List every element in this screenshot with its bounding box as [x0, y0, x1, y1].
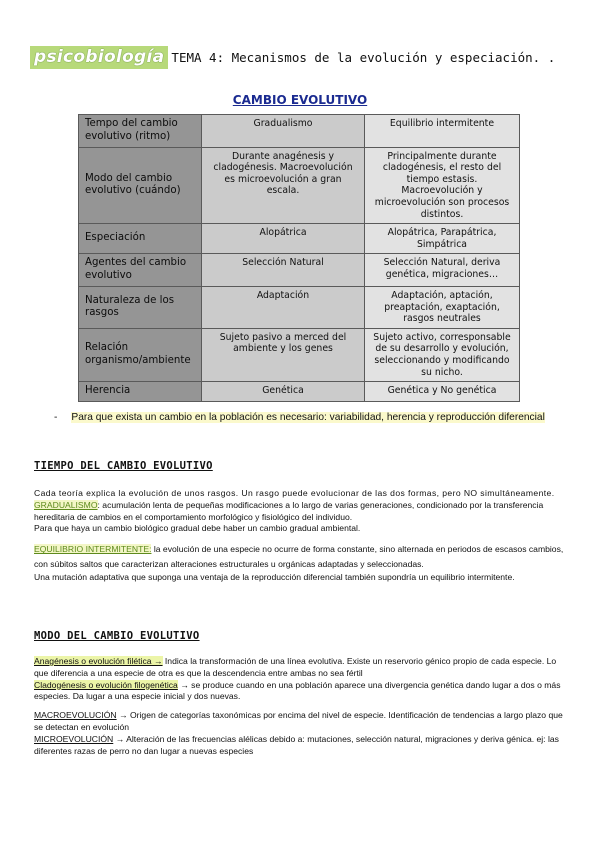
- equilibrio-cell: Equilibrio intermitente: [365, 115, 520, 148]
- gradualismo-term: GRADUALISMO: [34, 499, 98, 510]
- anagenesis-text: Indica la transformación de una línea evolutiva. Existe un reservorio génico propio de cada especie. Lo que diferencia a una especie de otra es que la descendencia entre ambas no sea fértil: [34, 656, 557, 678]
- page-title: TEMA 4: Mecanismos de la evolución y especiación. .: [171, 50, 556, 65]
- equilibrio-cell: Sujeto activo, corresponsable de su desarrollo y evolución, seleccionando y modificando su nicho.: [365, 328, 520, 381]
- equilibrio-paragraph: [34, 542, 572, 572]
- equilibrio-cell: Alopátrica, Parapátrica, Simpátrica: [365, 224, 520, 254]
- row-label: Relación organismo/ambiente: [79, 328, 202, 381]
- comparison-table-image: [78, 114, 520, 402]
- table-row: [79, 382, 520, 402]
- table-row: [79, 254, 520, 287]
- modo-section-body: [34, 656, 572, 757]
- gradualismo-cell: Gradualismo: [202, 115, 365, 148]
- macroevolucion-paragraph: [34, 710, 572, 734]
- gradualismo-cell: Sujeto pasivo a merced del ambiente y los genes: [202, 328, 365, 381]
- row-label: Naturaleza de los rasgos: [79, 286, 202, 328]
- cladogenesis-term: Cladogénesis o evolución filogenética: [34, 679, 178, 690]
- note-text: Para que exista un cambio en la población es necesario: variabilidad, herencia y reproducción diferencial: [71, 412, 545, 423]
- table-row: [79, 328, 520, 381]
- requirement-note: [54, 412, 545, 423]
- microevolucion-term: MICROEVOLUCIÓN: [34, 733, 114, 744]
- table-title: CAMBIO EVOLUTIVO: [232, 93, 368, 107]
- macroevolucion-text: → Origen de categorías taxonómicas por encima del nivel de especie. Identificación de tendencias a largo plazo que se detectan en evolución: [34, 710, 563, 732]
- document-header: [30, 46, 555, 69]
- gradualismo-paragraph: [34, 500, 572, 524]
- row-label: Tempo del cambio evolutivo (ritmo): [79, 115, 202, 148]
- equilibrio-text-2: Una mutación adaptativa que suponga una ventaja de la reproducción diferencial también supondría un equilibrio intermitente.: [34, 572, 515, 583]
- gradualismo-text: : acumulación lenta de pequeñas modificaciones a lo largo de varias generaciones, condicionado por la transferencia hereditaria de cambios en el comportamiento morfológico y fisiológico del individuo.: [34, 499, 544, 522]
- table-row: [79, 115, 520, 148]
- equilibrio-text: la evolución de una especie no ocurre de forma constante, sino alternada en periodos de escasos cambios, con súbitos saltos que caracterizan alteraciones estructurales u orgánicas adaptadas y seleccionadas.: [34, 544, 564, 570]
- gradualismo-cell: Selección Natural: [202, 254, 365, 287]
- tiempo-intro: Cada teoría explica la evolución de unos rasgos. Un rasgo puede evolucionar de las dos formas, pero NO simultáneamente.: [34, 488, 555, 498]
- table-row: [79, 286, 520, 328]
- macroevolucion-term: MACROEVOLUCIÓN: [34, 710, 117, 721]
- row-label: Herencia: [79, 382, 202, 402]
- table-row: [79, 224, 520, 254]
- gradualismo-text-2: Para que haya un cambio biológico gradual debe haber un cambio gradual ambiental.: [34, 523, 361, 534]
- section-heading-tiempo: TIEMPO DEL CAMBIO EVOLUTIVO: [34, 460, 213, 472]
- row-label: Agentes del cambio evolutivo: [79, 254, 202, 287]
- equilibrio-cell: Principalmente durante cladogénesis, el resto del tiempo estasis. Macroevolución y microevolución son procesos distintos.: [365, 147, 520, 224]
- microevolucion-text: → Alteración de las frecuencias alélicas debido a: mutaciones, selección natural, migraciones y deriva génica. ej: las diferentes razas de perro no dan lugar a nuevas especies: [34, 733, 559, 756]
- anagenesis-term: Anagénesis o evolución filética →: [34, 656, 163, 666]
- gradualismo-cell: Adaptación: [202, 286, 365, 328]
- equilibrio-cell: Selección Natural, deriva genética, migraciones…: [365, 254, 520, 287]
- equilibrio-term: EQUILIBRIO INTERMITENTE:: [34, 544, 152, 555]
- section-heading-modo: MODO DEL CAMBIO EVOLUTIVO: [34, 630, 200, 642]
- cladogenesis-paragraph: [34, 680, 572, 704]
- table-row: [79, 147, 520, 224]
- equilibrio-cell: Adaptación, aptación, preaptación, exaptación, rasgos neutrales: [365, 286, 520, 328]
- row-label: Especiación: [79, 224, 202, 254]
- row-label: Modo del cambio evolutivo (cuándo): [79, 147, 202, 224]
- gradualismo-cell: Genética: [202, 382, 365, 402]
- microevolucion-paragraph: [34, 734, 572, 758]
- comparison-table: [78, 114, 520, 402]
- gradualismo-cell: Alopátrica: [202, 224, 365, 254]
- equilibrio-cell: Genética y No genética: [365, 382, 520, 402]
- tiempo-section-body: [34, 488, 572, 584]
- anagenesis-paragraph: [34, 656, 572, 680]
- cladogenesis-text: → se produce cuando en una población aparece una divergencia genética dando lugar a dos o más especies. Da lugar a una especie inicial y dos nuevas.: [34, 679, 561, 702]
- gradualismo-cell: Durante anagénesis y cladogénesis. Macroevolución es microevolución a gran escala.: [202, 147, 365, 224]
- bullet-dash: -: [54, 412, 58, 423]
- logo: psicobiología: [30, 46, 168, 69]
